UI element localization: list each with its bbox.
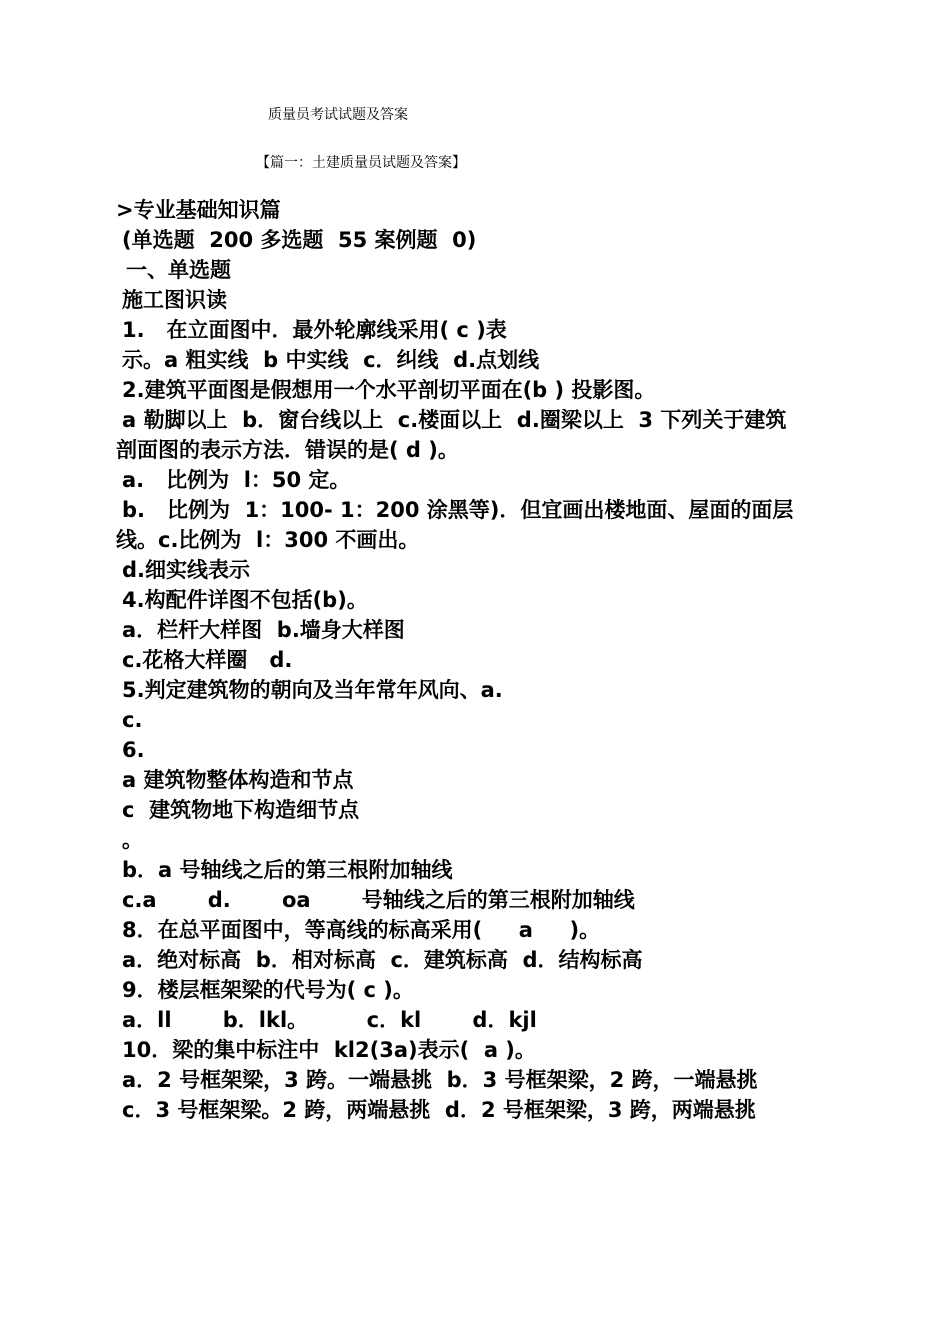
text-line: a．2 号框架梁，3 跨。一端悬挑 b．3 号框架梁，2 跨，一端悬挑 xyxy=(122,1068,758,1092)
text-line: c. xyxy=(122,708,143,732)
part-heading: 一、单选题 xyxy=(126,258,231,282)
text-line: 2.建筑平面图是假想用一个水平剖切平面在(b ) 投影图。 xyxy=(122,378,656,402)
question-summary: (单选题 200 多选题 55 案例题 0) xyxy=(122,228,477,252)
text-line: d.细实线表示 xyxy=(122,558,251,582)
text-line: 6. xyxy=(122,738,145,762)
text-line: c.花格大样圈 d. xyxy=(122,648,293,672)
text-line: b. 比例为 1：100- 1：200 涂黑等)．但宜画出楼地面、屋面的面层 xyxy=(122,498,794,522)
text-line: a. 比例为 l：50 定。 xyxy=(122,468,351,492)
topic-heading: 施工图识读 xyxy=(122,288,227,312)
document-body xyxy=(116,195,836,1125)
text-line: c 建筑物地下构造细节点 xyxy=(122,798,360,822)
text-line: a 建筑物整体构造和节点 xyxy=(122,768,354,792)
text-line: 剖面图的表示方法．错误的是( d )。 xyxy=(116,438,459,462)
text-line: a．ll b．lkl。 c．kl d．kjl xyxy=(122,1008,537,1032)
section-heading: >专业基础知识篇 xyxy=(116,198,281,222)
document-subtitle: 【篇一：土建质量员试题及答案】 xyxy=(256,155,466,171)
document-title: 质量员考试试题及答案 xyxy=(268,107,408,123)
text-line: c.a d. oa 号轴线之后的第三根附加轴线 xyxy=(122,888,635,912)
text-line: a 勒脚以上 b．窗台线以上 c.楼面以上 d.圈梁以上 3 下列关于建筑 xyxy=(122,408,787,432)
text-line: 线。c.比例为 l：300 不画出。 xyxy=(116,528,420,552)
text-line: 4.构配件详图不包括(b)。 xyxy=(122,588,368,612)
text-line: 1. 在立面图中．最外轮廓线采用( c )表 xyxy=(122,318,507,342)
text-line: a．绝对标高 b．相对标高 c．建筑标高 d．结构标高 xyxy=(122,948,643,972)
text-line: 8．在总平面图中，等高线的标高采用( a )。 xyxy=(122,918,601,942)
text-line: 9．楼层框架梁的代号为( c )。 xyxy=(122,978,414,1002)
text-line: 10．梁的集中标注中 kl2(3a)表示( a )。 xyxy=(122,1038,536,1062)
text-line: 。 xyxy=(122,828,143,852)
text-line: b．a 号轴线之后的第三根附加轴线 xyxy=(122,858,453,882)
text-line: a．栏杆大样图 b.墙身大样图 xyxy=(122,618,405,642)
text-line: 示。a 粗实线 b 中实线 c．纠线 d.点划线 xyxy=(122,348,540,372)
text-line: 5.判定建筑物的朝向及当年常年风向、a. xyxy=(122,678,503,702)
text-line: c．3 号框架梁。2 跨，两端悬挑 d．2 号框架梁，3 跨，两端悬挑 xyxy=(122,1098,756,1122)
